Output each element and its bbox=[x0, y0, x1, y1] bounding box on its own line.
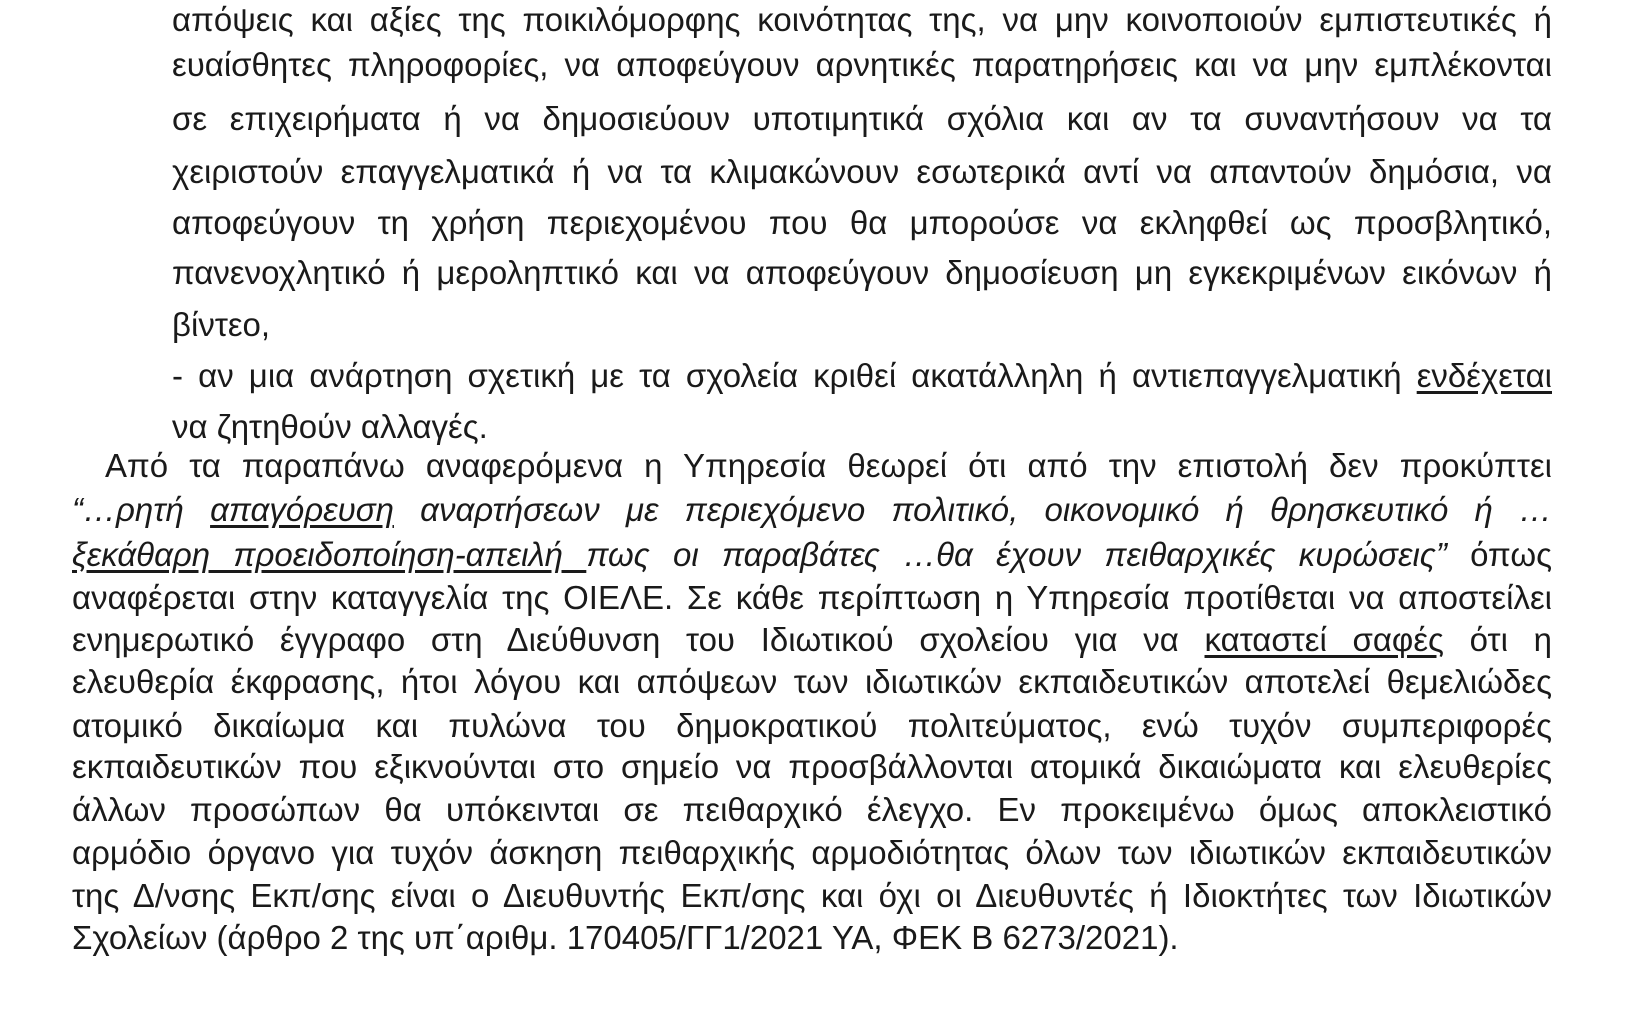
text-line: χειριστούν επαγγελματικά ή να τα κλιμακώνουν εσωτερικά αντί να απαντούν δημόσια, να bbox=[172, 153, 1552, 190]
underlined-phrase: ξεκάθαρη προειδοποίηση-απειλή bbox=[72, 536, 587, 573]
paragraph-line: αρμόδιο όργανο για τυχόν άσκηση πειθαρχικής αρμοδιότητας όλων των ιδιωτικών εκπαιδευτικών bbox=[72, 834, 1552, 871]
paragraph-line bbox=[72, 535, 1552, 575]
bullet-line bbox=[172, 356, 1552, 396]
text-line: πανενοχλητικό ή μεροληπτικό και να αποφεύγουν δημοσίευση μη εγκεκριμένων εικόνων ή bbox=[172, 254, 1552, 291]
underlined-phrase: απαγόρευση bbox=[210, 491, 394, 528]
text-line: σε επιχειρήματα ή να δημοσιεύουν υποτιμητικά σχόλια και αν τα συναντήσουν να τα bbox=[172, 100, 1552, 137]
quote-text: αναρτήσεων με περιεχόμενο πολιτικό, οικονομικό ή θρησκευτικό ή … bbox=[393, 491, 1553, 528]
text-line: βίντεο, bbox=[172, 306, 271, 343]
quote-text: “…ρητή bbox=[72, 491, 211, 528]
paragraph-line: ελευθερία έκφρασης, ήτοι λόγου και απόψεων των ιδιωτικών εκπαιδευτικών αποτελεί θεμελιώδες bbox=[72, 663, 1552, 700]
bullet-continuation: να ζητηθούν αλλαγές. bbox=[172, 408, 488, 445]
paragraph-line: άλλων προσώπων θα υπόκεινται σε πειθαρχικό έλεγχο. Εν προκειμένω όμως αποκλειστικό bbox=[72, 791, 1552, 828]
quote-text: πως οι παραβάτες …θα έχουν πειθαρχικές κυρώσεις” bbox=[586, 536, 1447, 573]
paragraph-line: της Δ/νσης Εκπ/σης είναι ο Διευθυντής Εκπ/σης και όχι οι Διευθυντές ή Ιδιοκτήτες των Ιδιωτικών bbox=[72, 877, 1552, 914]
paragraph-line: αναφέρεται στην καταγγελία της ΟΙΕΛΕ. Σε κάθε περίπτωση η Υπηρεσία προτίθεται να αποστείλει bbox=[72, 579, 1552, 616]
text-line: απόψεις και αξίες της ποικιλόμορφης κοινότητας της, να μην κοινοποιούν εμπιστευτικές ή bbox=[172, 1, 1552, 38]
paragraph-line: Σχολείων (άρθρο 2 της υπ΄αριθμ. 170405/ΓΓ1/2021 ΥΑ, ΦΕΚ Β 6273/2021). bbox=[72, 919, 1179, 956]
paragraph-line: ατομικό δικαίωμα και πυλώνα του δημοκρατικού πολιτεύματος, ενώ τυχόν συμπεριφορές bbox=[72, 707, 1552, 744]
paragraph-line bbox=[72, 490, 1552, 530]
paragraph-line: Από τα παραπάνω αναφερόμενα η Υπηρεσία θεωρεί ότι από την επιστολή δεν προκύπτει bbox=[105, 447, 1552, 484]
text-span: όπως bbox=[1446, 536, 1552, 573]
underlined-phrase: καταστεί σαφές bbox=[1204, 621, 1444, 658]
text-line: ευαίσθητες πληροφορίες, να αποφεύγουν αρνητικές παρατηρήσεις και να μην εμπλέκονται bbox=[172, 46, 1552, 83]
text-span: ενημερωτικό έγγραφο στη Διεύθυνση του Ιδιωτικού σχολείου για να bbox=[72, 621, 1205, 658]
underlined-word: ενδέχεται bbox=[1416, 357, 1552, 394]
paragraph-line bbox=[72, 620, 1552, 660]
text-line: αποφεύγουν τη χρήση περιεχομένου που θα μπορούσε να εκληφθεί ως προσβλητικό, bbox=[172, 204, 1552, 241]
bullet-text: - αν μια ανάρτηση σχετική με τα σχολεία κριθεί ακατάλληλη ή αντιεπαγγελματική bbox=[172, 357, 1417, 394]
paragraph-line: εκπαιδευτικών που εξικνούνται στο σημείο να προσβάλλονται ατομικά δικαιώματα και ελευθερίες bbox=[72, 748, 1552, 785]
text-span: ότι η bbox=[1443, 621, 1552, 658]
